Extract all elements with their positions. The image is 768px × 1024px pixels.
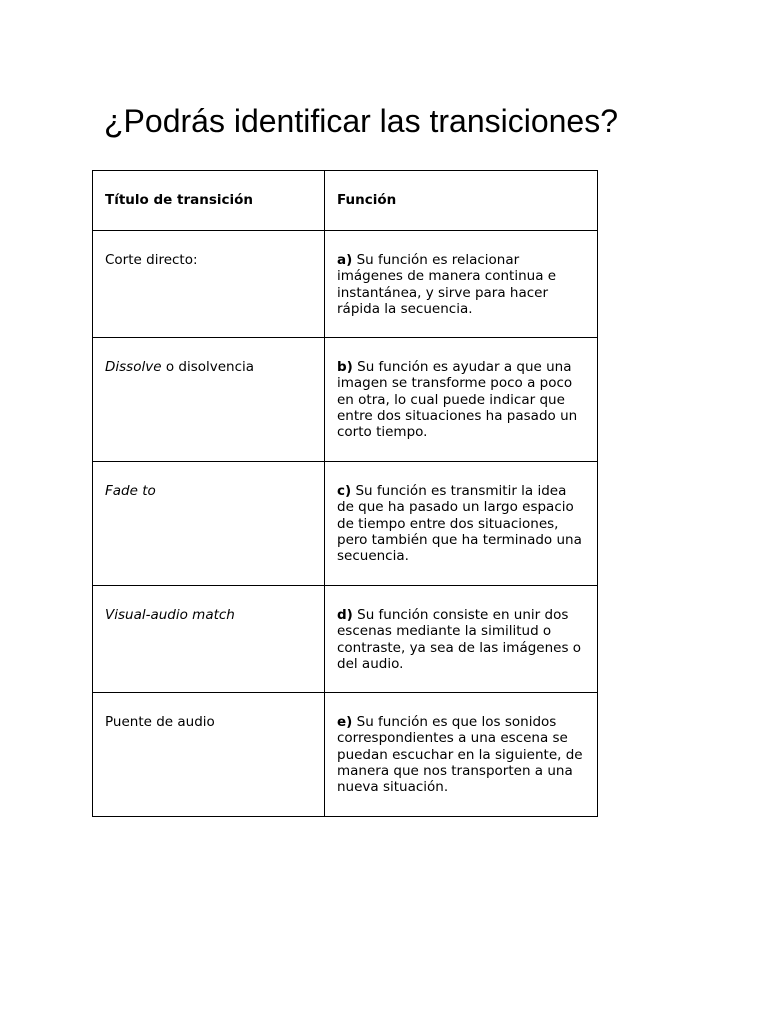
transition-name-cell bbox=[93, 462, 325, 586]
table-row bbox=[93, 586, 598, 693]
transition-function-cell bbox=[325, 586, 598, 693]
option-letter: e) bbox=[337, 714, 353, 730]
function-description: Su función consiste en unir dos escenas mediante la similitud o contraste, ya sea de las imágenes o del audio. bbox=[337, 607, 582, 672]
transition-function-cell bbox=[325, 462, 598, 586]
transition-name-cell bbox=[93, 693, 325, 817]
table-row bbox=[93, 693, 598, 817]
transition-name-italic: Dissolve bbox=[105, 359, 162, 375]
transition-function-cell bbox=[325, 693, 598, 817]
table-row bbox=[93, 231, 598, 338]
transition-name-cell bbox=[93, 586, 325, 693]
page-title: ¿Podrás identificar las transiciones? bbox=[104, 103, 619, 139]
transition-name-italic: Visual-audio match bbox=[105, 607, 235, 623]
transition-name-text: Corte directo: bbox=[105, 252, 198, 268]
table-header-row bbox=[93, 171, 598, 231]
option-letter: d) bbox=[337, 607, 353, 623]
function-description: Su función es relacionar imágenes de manera continua e instantánea, y sirve para hacer rápida la secuencia. bbox=[337, 252, 557, 317]
option-letter: b) bbox=[337, 359, 353, 375]
function-description: Su función es que los sonidos correspondientes a una escena se puedan escuchar en la siguiente, de manera que nos transporten a una nueva situación. bbox=[337, 714, 583, 796]
table-row bbox=[93, 338, 598, 462]
transition-name-cell bbox=[93, 231, 325, 338]
transition-function-cell bbox=[325, 338, 598, 462]
function-description: Su función es transmitir la idea de que ha pasado un largo espacio de tiempo entre dos situaciones, pero también que ha terminado una secuencia. bbox=[337, 483, 582, 565]
transition-function-cell bbox=[325, 231, 598, 338]
function-description: Su función es ayudar a que una imagen se transforme poco a poco en otra, lo cual puede indicar que entre dos situaciones ha pasado un corto tiempo. bbox=[337, 359, 578, 441]
transition-name-text: o disolvencia bbox=[161, 359, 255, 375]
transition-name-cell bbox=[93, 338, 325, 462]
transition-name-text: Puente de audio bbox=[105, 714, 215, 730]
transition-name-italic: Fade to bbox=[105, 483, 156, 499]
table-row bbox=[93, 462, 598, 586]
header-transition-title: Título de transición bbox=[93, 171, 325, 231]
option-letter: c) bbox=[337, 483, 352, 499]
option-letter: a) bbox=[337, 252, 353, 268]
header-function: Función bbox=[325, 171, 598, 231]
transitions-table bbox=[92, 170, 598, 817]
